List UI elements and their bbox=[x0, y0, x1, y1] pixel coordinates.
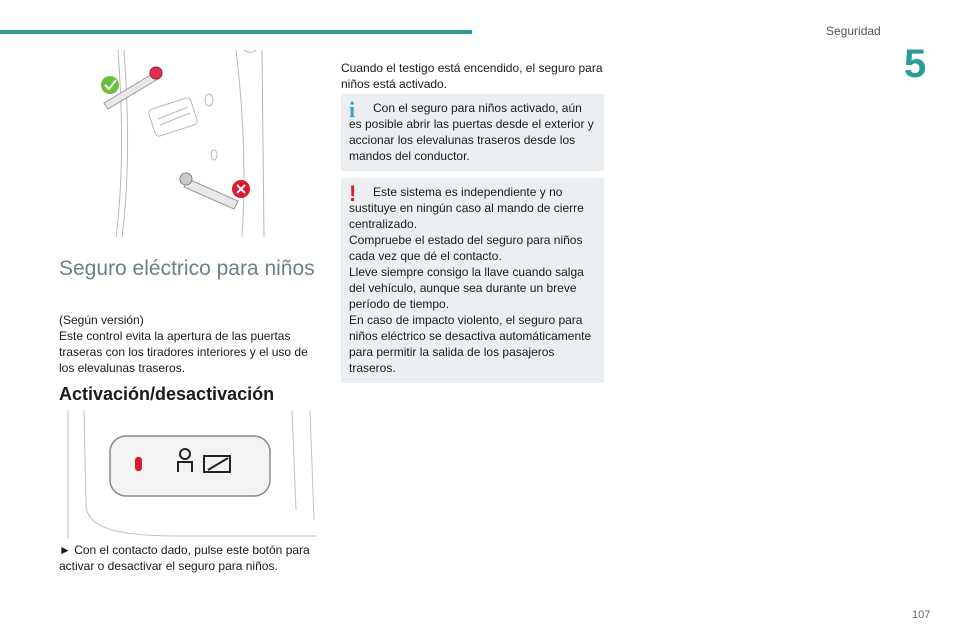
section-label: Seguridad bbox=[826, 24, 881, 38]
intro-text bbox=[59, 312, 321, 376]
door-child-lock-illustration bbox=[96, 45, 280, 237]
version-note: (Según versión) bbox=[59, 313, 144, 327]
warning-note bbox=[341, 178, 604, 383]
info-note bbox=[341, 94, 604, 171]
chapter-number: 5 bbox=[904, 42, 927, 86]
warning-line: Compruebe el estado del seguro para niños cada vez que dé el contacto. bbox=[349, 233, 583, 263]
page-title: Seguro eléctrico para niños bbox=[59, 257, 315, 280]
section-heading: Activación/desactivación bbox=[59, 384, 275, 404]
header-accent-bar bbox=[0, 30, 472, 34]
info-note-text: Con el seguro para niños activado, aún es posible abrir las puertas desde el exterior y accionar los elevalunas traseros desde los mandos del conductor. bbox=[349, 101, 594, 163]
child-lock-button-illustration bbox=[62, 410, 316, 538]
check-icon bbox=[101, 76, 119, 94]
warning-icon: ! bbox=[349, 181, 357, 206]
cross-icon bbox=[232, 180, 250, 198]
warning-line: En caso de impacto violento, el seguro para niños eléctrico se desactiva automáticamente para permitir la salida de los pasajeros traseros. bbox=[349, 313, 592, 375]
description: Este control evita la apertura de las puertas traseras con los tiradores interiores y el uso de los elevalunas traseros. bbox=[59, 329, 308, 375]
step-instruction: ► Con el contacto dado, pulse este botón para activar o desactivar el seguro para niños. bbox=[59, 543, 310, 573]
lock-indicator-led bbox=[135, 457, 142, 471]
warning-line: Lleve siempre consigo la llave cuando salga del vehículo, aunque sea durante un breve período de tiempo. bbox=[349, 265, 584, 311]
lead-paragraph: Cuando el testigo está encendido, el seguro para niños está activado. bbox=[341, 61, 603, 91]
warning-line: Este sistema es independiente y no sustituye en ningún caso al mando de cierre centralizado. bbox=[349, 185, 584, 231]
info-icon: i bbox=[349, 97, 356, 122]
page-number: 107 bbox=[912, 609, 931, 621]
bottom-lock-lever bbox=[180, 173, 238, 209]
